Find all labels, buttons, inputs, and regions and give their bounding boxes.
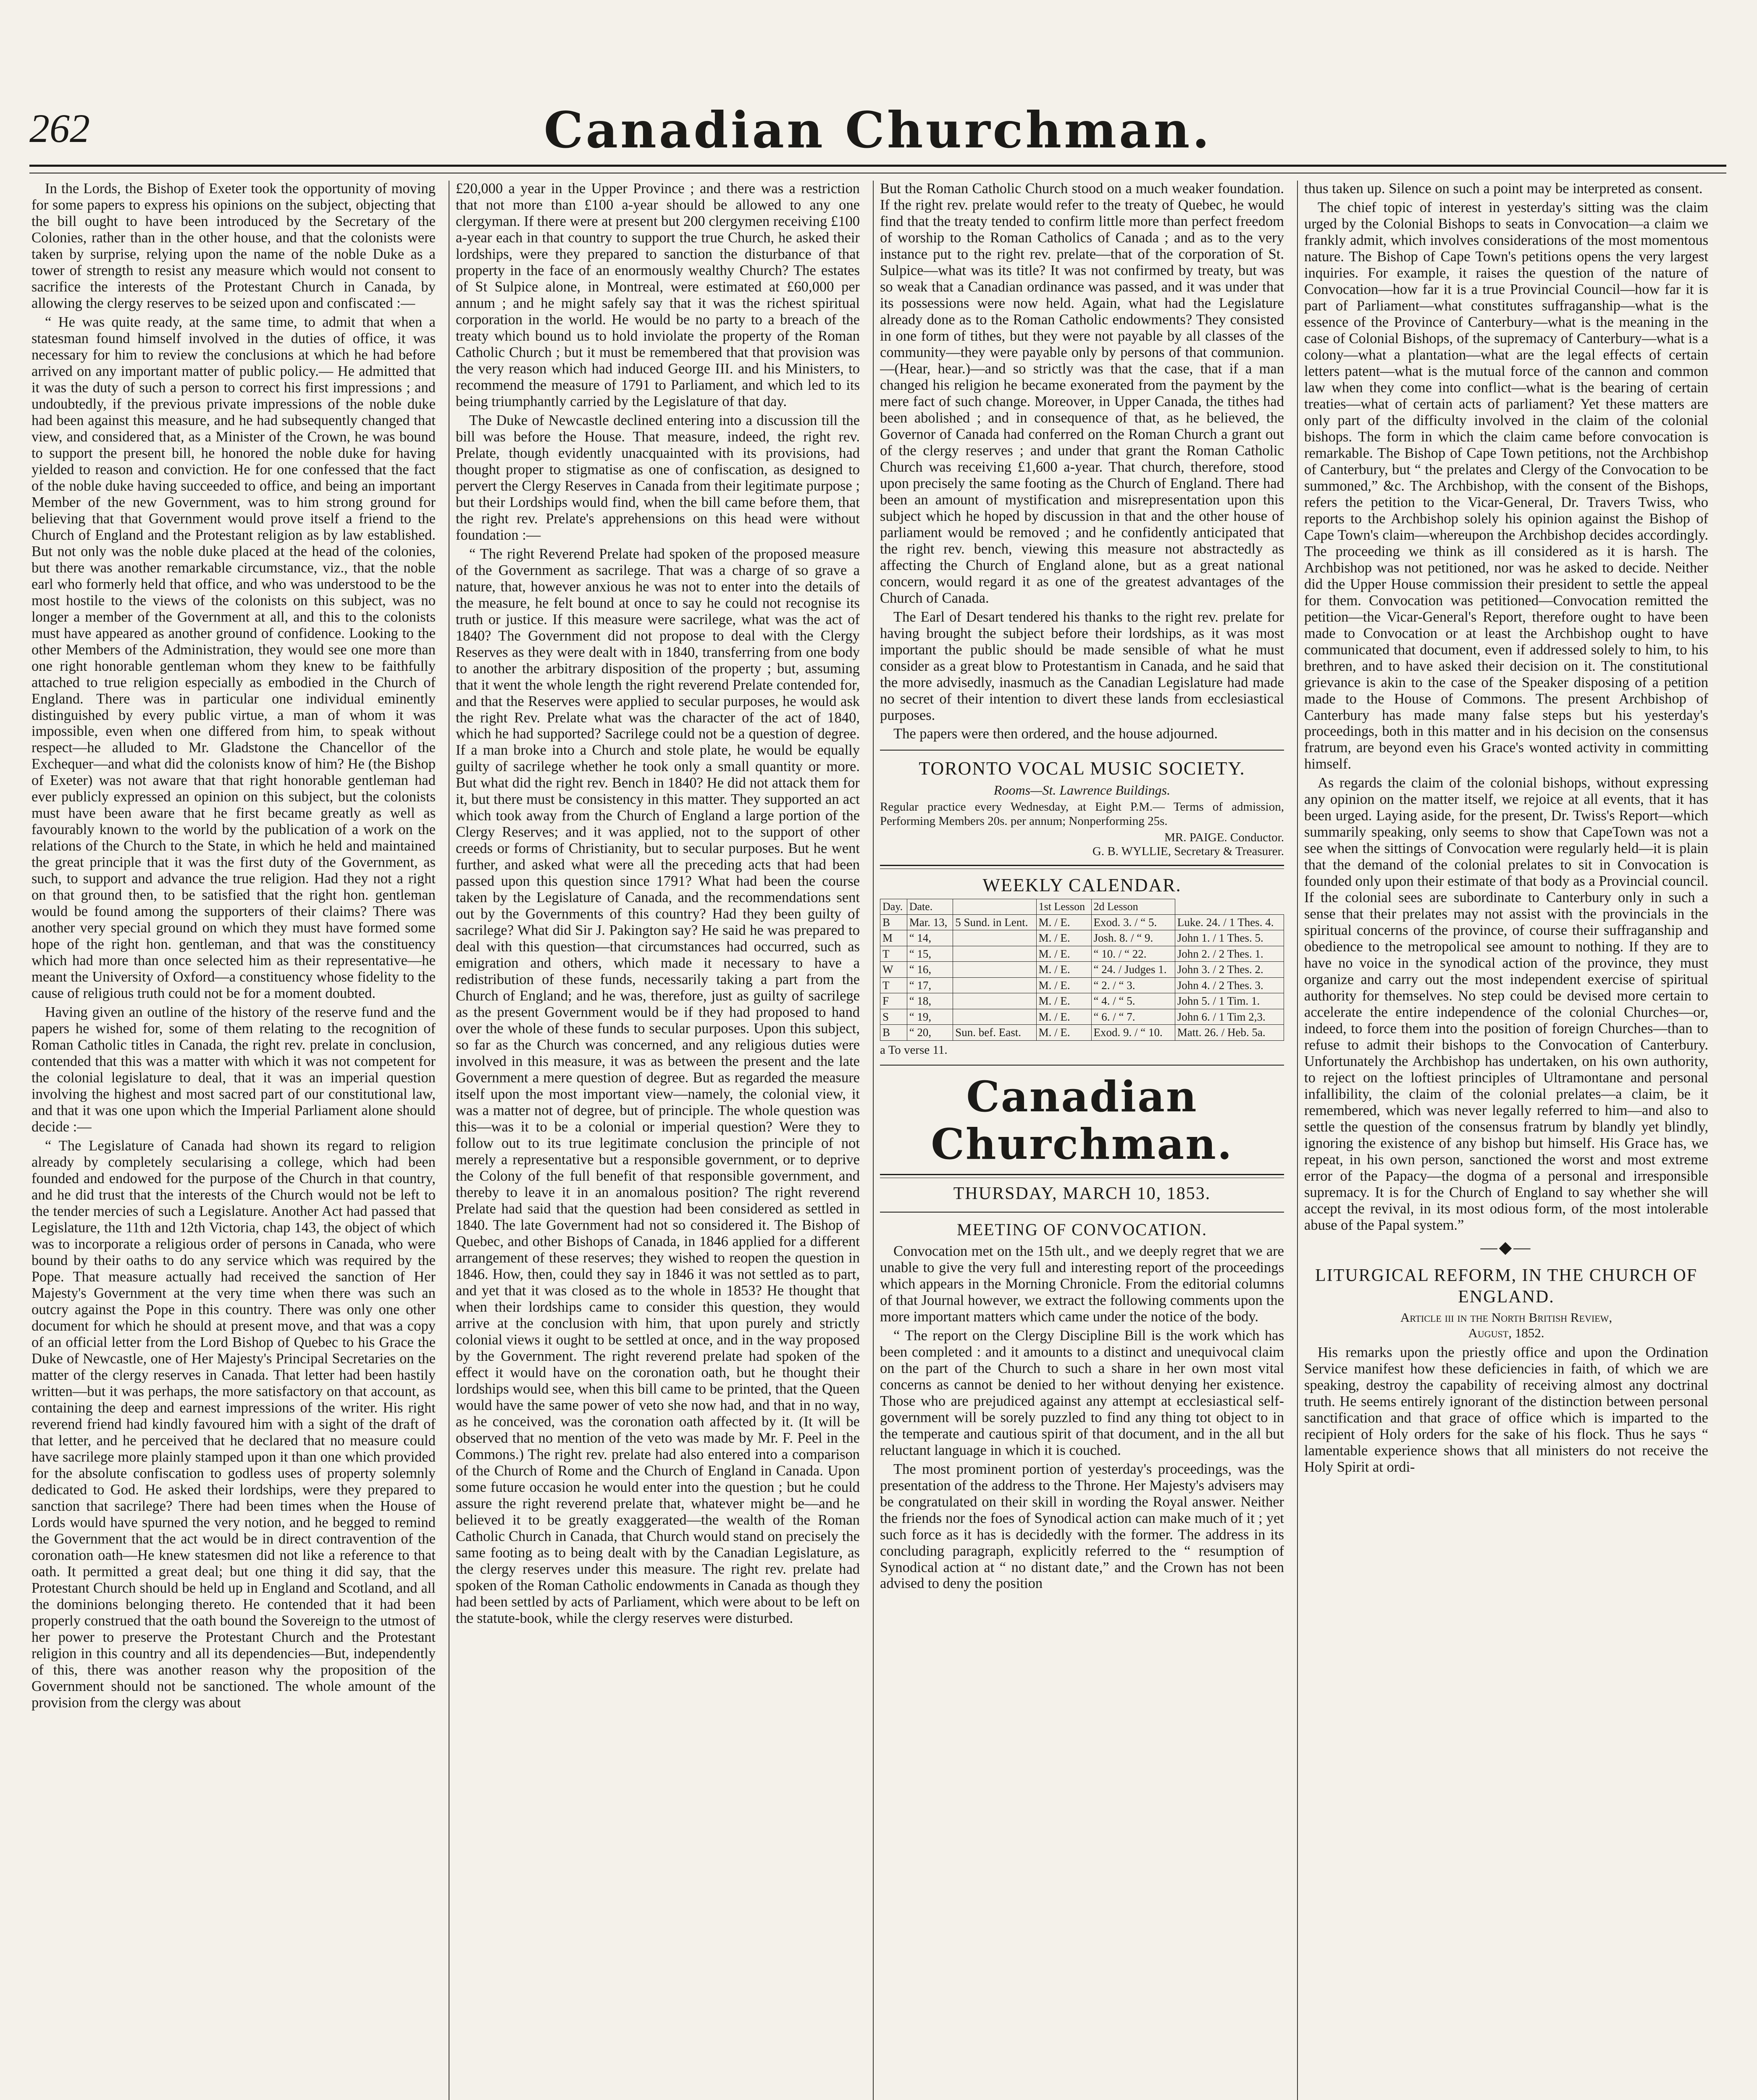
column-header: Date. [907,899,953,914]
table-cell: John 5. / 1 Tim. 1. [1175,993,1284,1009]
ornament-divider: —◆— [1480,1238,1532,1257]
paragraph: The papers were then ordered, and the house adjourned. [893,726,1218,742]
table-cell: John 6. / 1 Tim 2,3. [1175,1009,1284,1025]
paper-title: Canadian Churchman. [931,1072,1233,1169]
page-number: 262 [29,106,90,151]
column-3 [880,181,1284,2100]
paragraph: The Duke of Newcastle declined entering into a discussion till the bill was before the House. That measure, indeed, the right rev. Prelate, though evidently unacquainted with its provisions, had thought proper to stigmatise as one of confiscation, as designed to pervert the Clergy Reserves in Canada from their legitimate purpose ; but their Lordships would find, when the bill came before them, that the right rev. Prelate's apprehensions on this head were without foundation :— [456,412,860,543]
paragraph: “ The right Reverend Prelate had spoken of the proposed measure of the Government as sacrilege. That was a charge of so grave a nature, that, however anxious he was not to enter into the details of the measure, he felt bound at once to say he could not recognise its truth or justice. If this measure were sacrilege, what was the act of 1840? The Government did not propose to deal with the Clergy Reserves as they were dealt with in 1840, transferring from one body to another the arbitrary disposition of the property ; but, assuming that it went the whole length the right reverend Prelate contended for, and that the Reserves were applied to secular purposes, he would ask the right Rev. Prelate what was the character of the act of 1840, which he had supported? Sacrilege could not be a question of degree. If a man broke into a Church and stole plate, he would be equally guilty of sacrilege whether he took only a small quantity or more. But what did the right rev. Bench in 1840? He did not attack them for it, but there must be consistency in this matter. They supported an act which took away from the Church of England a large portion of the Clergy Reserves; and it was applied, not to the support of other creeds or forms of Christianity, but to secular purposes. But he went further, and asked what were all the preceding acts that had been passed upon this question since 1791? What had been the course taken by the Legislature of Canada, and the recommendations sent out by the Governments of this country? Had they been guilty of sacrilege? What did Sir J. Pakington say? He said he was prepared to deal with this question—that circumstances had occurred, such as emigration and others, which made it necessary to have a redistribution of these funds, necessarily taking a part from the Church of England; and he was, therefore, just as guilty of sacrilege as the present Government would be if they had proposed to hand over the whole of these funds to secular purposes. Upon this subject, so far as the Church was concerned, and any religious duties were involved in this measure, it was as between the present and the late Government a mere question of degree. But as regarded the measure itself upon the most important view—namely, the colonial view, it was a matter not of degree, but of principle. The whole question was this—was it to be a colonial or imperial question? Were they to follow out to its true legitimate conclusion the principle of not merely a representative but a responsible government, or to deprive the Colony of the full benefit of that responsible government, and thereby to leave it in an anomalous position? The right reverend Prelate had said that the question had been considered as settled in 1840. The late Government had not so considered it. The Bishop of Quebec, and other Bishops of Canada, in 1846 applied for a different arrangement of these reserves; they wished to reopen the question in 1846. How, then, could they say in 1846 it was not settled as to part, and yet that it was closed as to the whole in 1853? He thought that when their lordships came to consider this question, they would arrive at the conclusion with him, that upon purely and strictly colonial views it ought to be settled at once, and in the way proposed by the Government. The right reverend prelate had spoken of the effect it would have on the coronation oath, but he thought their lordships would see, when this bill came to be printed, that the Queen would have the same power of veto she now had, and that in no way, as he conceived, was the coronation oath affected by it. (It will be observed that no mention of the veto was made by Mr. F. Peel in the Commons.) The right rev. prelate had also entered into a comparison of the Church of Rome and the Church of England in Canada. Upon some future occasion he would enter into the question ; but he could assure the right reverend prelate that, whatever might be—and he believed it to be greatly exaggerated—the wealth of the Roman Catholic Church in Canada, that Church would stand on precisely the same footing as to being dealt with by the Canadian Legislature, as the clergy reserves under this measure. The right rev. prelate had spoken of the Roman Catholic endowments in Canada as though they had been settled by acts of Parliament, which were about to be left on the statute-book, while the clergy reserves were disturbed. [456,546,860,1626]
table-cell: “ 10. / “ 22. [1091,946,1175,962]
section-rule [880,1212,1284,1213]
table-cell: B [880,914,907,930]
paragraph: £20,000 a year in the Upper Province ; and there was a restriction that not more than £100 a-year should be allowed to any one clergyman. If there were at present but 200 clergymen receiving £100 a-year each in that country to support the true Church, he asked their lordships, were they prepared to sanction the disturbance of that property in the face of an enormously wealthy Church? The estates of St Sulpice alone, in Montreal, were estimated at £60,000 per annum ; and he might safely say that it was the richest spiritual corporation in the world. He would be no party to a breach of the treaty which bound us to hold inviolate the property of the Roman Catholic Church ; but it must be remembered that that provision was the very reason which had induced George III. and his Ministers, to recommend the measure of 1791 to Parliament, and which led to its being triumphantly carried by the Legislature of that day. [456,181,860,410]
table-cell: M. / E. [1036,930,1091,946]
table-cell [953,930,1036,946]
table-cell: Exod. 9. / “ 10. [1091,1025,1175,1041]
table-cell: M. / E. [1036,1009,1091,1025]
column-header: 2d Lesson [1091,899,1175,914]
table-cell: “ 19, [907,1009,953,1025]
table-cell: M. / E. [1036,946,1091,962]
table-cell: “ 17, [907,977,953,993]
table-cell: “ 14, [907,930,953,946]
column-header: Day. [880,899,907,914]
table-cell: John 2. / 2 Thes. 1. [1175,946,1284,962]
society-conductor: MR. PAIGE. Conductor. [1164,831,1284,845]
table-row [880,962,1284,978]
society-rooms: Rooms—St. Lawrence Buildings. [993,782,1171,798]
table-cell: “ 18, [907,993,953,1009]
table-cell: S [880,1009,907,1025]
society-title: TORONTO VOCAL MUSIC SOCIETY. [919,758,1245,779]
table-cell: John 1. / 1 Thes. 5. [1175,930,1284,946]
table-cell: M [880,930,907,946]
dateline: THURSDAY, MARCH 10, 1853. [953,1184,1211,1204]
paragraph: But the Roman Catholic Church stood on a much weaker foundation. If the right rev. prelate would refer to the treaty of Quebec, he would find that the treaty tended to confirm little more than perfect freedom of worship to the Roman Catholics of Canada ; and as to the very instance put to the right rev. prelate—that of the corporation of St. Sulpice—what was its title? It was not confirmed by treaty, but was so weak that a Canadian ordinance was passed, and it was under that its possessions were now held. Again, what had the Legislature already done as to the Roman Catholic endowments? They consisted in one form of tithes, but they were not payable by all classes of the community—they were payable only by persons of that communion.—(Hear, hear.)—and so strictly was that the case, that if a man changed his religion he became exonerated from the payment by the mere fact of such change. Moreover, in Upper Canada, the tithes had been abolished ; and in consequence of that, as he believed, the Governor of Canada had conferred on the Roman Church a grant out of the clergy reserves ; and under that grant the Roman Catholic Church was receiving £1,600 a-year. That church, therefore, stood upon precisely the same footing as the Church of England. There had been an amount of mystification and misrepresentation upon this subject which he hoped by discussion in that and the other house of parliament would be removed ; and he confidently anticipated that the right rev. bench, viewing this measure not abstractedly as affecting the Church of England alone, but as a great national concern, would regard it as one of the greatest advantages of the Church of Canada. [880,181,1284,606]
column-header: 1st Lesson [1036,899,1091,914]
table-cell: T [880,946,907,962]
table-row [880,993,1284,1009]
table-cell: “ 6. / “ 7. [1091,1009,1175,1025]
table-cell: M. / E. [1036,962,1091,978]
header-rule [29,165,1726,173]
paragraph: The most prominent portion of yesterday's proceedings, was the presentation of the address to the Throne. Her Majesty's advisers may be congratulated on their skill in wording the Royal answer. Neither the friends nor the foes of Synodical action can make much of it ; yet such force as it has is decidedly with the former. The address in its concluding paragraph, explicitly referred to the “ resumption of Synodical action at “ no distant date,” and the Crown has not been advised to deny the position [880,1461,1284,1592]
table-cell: Exod. 3. / “ 5. [1091,914,1175,930]
table-cell: Mar. 13, [907,914,953,930]
calendar-footnote: a To verse 11. [880,1043,948,1057]
paragraph: thus taken up. Silence on such a point may be interpreted as consent. [1304,181,1703,197]
table-row [880,977,1284,993]
section-rule [880,750,1284,751]
article-source: Article iii in the North British Review, [1400,1310,1613,1325]
table-cell: “ 2. / “ 3. [1091,977,1175,993]
newspaper-title: Canadian Churchman. [544,101,1212,159]
table-cell: John 3. / 2 Thes. 2. [1175,962,1284,978]
table-row [880,1025,1284,1041]
table-cell: T [880,977,907,993]
article-date: August, 1852. [1468,1325,1544,1340]
paragraph: Having given an outline of the history of the reserve fund and the papers he wished for, some of them relating to the recognition of Roman Catholic titles in Canada, the right rev. prelate in conclusion, contended that this was a matter with which it was not competent for the colonial legislature to deal, that it was an imperial question involving the highest and most sacred part of our constitutional law, and that it was one upon which the Imperial Parliament alone should decide :— [32,1004,436,1135]
table-cell: W [880,962,907,978]
paragraph: “ The report on the Clergy Discipline Bill is the work which has been completed : and it amounts to a distinct and unequivocal claim on the part of the Church to such a share in her own most vital concerns as cannot be denied to her without denying her existence. Those who are prejudiced against any attempt at ecclesiastical self-government will be sorely puzzled to find any thing tot object to in the temperate and cautious spirit of that document, and in the all but reluctant language in which it is couched. [880,1327,1284,1458]
table-cell: M. / E. [1036,977,1091,993]
masthead [29,101,1726,160]
table-cell: Josh. 8. / “ 9. [1091,930,1175,946]
table-row [880,930,1284,946]
calendar-table [880,899,1284,1040]
paragraph: The Earl of Desart tendered his thanks to the right rev. prelate for having brought the subject before their lordships, as it was most important the public should be made sensible of what he must consider as a great blow to Protestantism in Canada, and he said that the more advisedly, inasmuch as the Canadian Legislature had made no secret of their intention to divert these lands from ecclesiastical purposes. [880,609,1284,723]
table-cell [953,977,1036,993]
table-row [880,1009,1284,1025]
table-cell: B [880,1025,907,1041]
paragraph: As regards the claim of the colonial bishops, without expressing any opinion on the matter itself, we rejoice at all events, that it has been urged. Laying aside, for the present, Dr. Twiss's Report—which summarily speaking, only seems to show that CapeTown was not a see when the sittings of Convocation were regularly held—it is plain that the demand of the colonial prelates to sit in Convocation is founded only upon their estimate of that body as a Provincial council. If the colonial sees are subordinate to Canterbury only in such a sense that their prelates may not assist with the provincials in the spiritual concerns of the province, of course their suffraganship and obedience to the metropolical see amount to nothing. If they are to have no voice in the synodical action of the province, they must organize and carry out the most independent exercise of spiritual authority for themselves. No step could be devised more certain to accelerate the entire independence of the colonial Churches—or, indeed, to force them into the position of foreign Churches—than to refuse to admit their bishops to the Convocation of Canterbury. Unfortunately the Archbishop has undertaken, on his own authority, to reject on the loftiest principles of Ultramontane and personal infallibility, the claim of the colonial prelates—a claim, be it remembered, which was never legally referred to him—and also to settle the question of the consensus fratrum by blandly yet blindly, ignoring the existence of any bishop but himself. His Grace has, we repeat, in his own person, sanctioned the worst and most extreme error of the Papacy—the dogma of a personal and irresponsible supremacy. It is for the Church of England to say whether she will accept the revival, in its most odious form, of the most intolerable abuse of the Papal system.” [1304,775,1708,1234]
section-rule [880,1174,1284,1178]
table-cell: Matt. 26. / Heb. 5a. [1175,1025,1284,1041]
table-row [880,946,1284,962]
section-rule [880,1065,1284,1066]
table-cell: “ 15, [907,946,953,962]
table-header-row [880,899,1284,914]
paragraph: His remarks upon the priestly office and upon the Ordination Service manifest how these deficiencies in faith, of which we are speaking, destroy the capability of receiving almost any doctrinal truth. He seems entirely ignorant of the distinction between personal sanctification and that grace of office which is imparted to the recipient of Holy orders for the sake of his flock. Thus he says “ lamentable experience shows that all ministers do not receive the Holy Spirit at ordi- [1304,1344,1708,1475]
table-cell: M. / E. [1036,1025,1091,1041]
table-cell: Sun. bef. East. [953,1025,1036,1041]
paragraph: “ He was quite ready, at the same time, to admit that when a statesman found himself involved in the duties of office, it was necessary for him to review the conclusions at which he had before arrived on any important matter of public policy.— He admitted that it was the duty of such a person to correct his first impressions ; and undoubtedly, if the previous private impressions of the noble duke had been against this measure, and he had subsequently changed that view, and considered that, as a Minister of the Crown, he was bound to support the present bill, he honored the noble duke for having yielded to reason and conviction. He for one confessed that the fact of the noble duke having succeeded to office, and being an important Member of the new Government, was to him strong ground for believing that that Government would prove itself a friend to the Church of England and the Protestant religion as by law established. But not only was the noble duke placed at the head of the colonies, but there was another remarkable circumstance, viz., that the noble earl who formerly held that office, and who was understood to be the most hostile to the views of the colonists on this subject, was no longer a member of the Government at all, and this to the colonists must have appeared as another ground of confidence. Looking to the other Members of the Administration, they would see one more than one right honorable gentleman whom they knew to be faithfully attached to true religion especially as embodied in the Church of England. There was in particular one individual eminently distinguished by every public virtue, a man of whom it was impossible, even when one differed from him, to speak without respect—he alluded to Mr. Gladstone the Chancellor of the Exchequer—and what did the colonists know of him? He (the Bishop of Exeter) was not aware that that right honorable gentleman had ever publicly expressed an opinion on this subject, but the colonists must have been aware that he first became greatly as well as favourably known to the world by the publication of a work on the relations of the Church to the State, in which he held and maintained the great principle that it was the first duty of the Government, as such, to support and advance the true religion. Had they not a right on that ground then, to be satisfied that the right hon. gentleman would be found among the supporters of their claims? There was another very special ground on which they must have formed some hope of the right hon. gentleman, and that was the constituency which had more than once selected him as their representative—he meant the University of Oxford—a constituency whose fidelity to the cause of religious truth could not be for a moment doubted. [32,314,436,1002]
table-cell: John 4. / 2 Thes. 3. [1175,977,1284,993]
table-cell: 5 Sund. in Lent. [953,914,1036,930]
column-4 [1304,181,1708,2100]
table-cell [953,962,1036,978]
table-cell: “ 4. / “ 5. [1091,993,1175,1009]
calendar-title: WEEKLY CALENDAR. [982,874,1182,895]
article-heading: LITURGICAL REFORM, IN THE CHURCH OF ENGLAND. [1315,1266,1698,1307]
society-secretary: G. B. WYLLIE, Secretary & Treasurer. [1092,845,1284,858]
paragraph: “ The Legislature of Canada had shown its regard to religion already by completely secularising a college, which had been founded and endowed for the purpose of the Church in that country, and he did trust that the interests of the Church would not be left to the tender mercies of such a Legislature. Another Act had passed that Legislature, the 11th and 12th Victoria, chap 143, the object of which was to incorporate a religious order of persons in Canada, who were bound by their oaths to do any service which was required by the Pope. That measure actually had received the sanction of Her Majesty's Government at the very time when there was such an outcry against the Pope in this country. There was only one other document for which he should at present move, and that was a copy of an official letter from the Lord Bishop of Quebec to his Grace the Duke of Newcastle, one of Her Majesty's Principal Secretaries on the matter of the clergy reserves in Canada. That letter had been hastily written—but it was perhaps, the more satisfactory on that account, as containing the deep and earnest impressions of the writer. His right reverend friend had kindly favoured him with a sight of the draft of that letter, and he perceived that he declared that no measure could have sacrilege more plainly stamped upon it than one which provided for the absolute confiscation to godless uses of property solemnly dedicated to God. He asked their lordships, were they prepared to sanction that sacrilege? There had been times when the House of Lords would have spurned the very notion, and he begged to remind the Government that the act would be in direct contravention of the coronation oath—He knew statesmen did not like a reference to that oath. It permitted a great deal; but one thing it did say, that the Protestant Church should be held up in England and Scotland, and all the dominions belonging thereto. He contended that it had been properly construed that the oath bound the Sovereign to the utmost of her power to preserve the Protestant Church and the Protestant religion in this country and all its dependencies—But, independently of this, there was another reason why the proposition of the Government should not be sanctioned. The whole amount of the provision from the clergy was about [32,1138,436,1711]
table-cell [953,946,1036,962]
article-heading: MEETING OF CONVOCATION. [957,1220,1207,1239]
column-1 [32,181,436,2100]
table-cell [953,1009,1036,1025]
column-divider [1297,181,1298,2100]
table-cell: “ 20, [907,1025,953,1041]
section-rule [880,865,1284,869]
table-row [880,914,1284,930]
column-divider [873,181,874,2100]
column-header [953,899,1036,914]
paragraph: Convocation met on the 15th ult., and we deeply regret that we are unable to give the very full and interesting report of the proceedings which appears in the Morning Chronicle. From the editorial columns of that Journal however, we extract the following comments upon the more important matters which came under the notice of the body. [880,1243,1284,1325]
table-cell: M. / E. [1036,914,1091,930]
table-cell: M. / E. [1036,993,1091,1009]
society-text: Regular practice every Wednesday, at Eight P.M.— Terms of admission, Performing Members 20s. per annum; Nonperforming 25s. [880,800,1284,828]
table-cell [953,993,1036,1009]
table-cell: “ 16, [907,962,953,978]
table-cell: Luke. 24. / 1 Thes. 4. [1175,914,1284,930]
column-2 [456,181,860,2100]
paragraph: In the Lords, the Bishop of Exeter took the opportunity of moving for some papers to express his opinions on the subject, objecting that the bill ought to have been introduced by the Secretary of the Colonies, rather than in the other house, and that the colonists were taken by surprise, relying upon the name of the noble Duke as a tower of strength to resist any measure which would not consent to sacrifice the interests of the Protestant Church in Canada, by allowing the clergy reserves to be seized upon and confiscated :— [32,181,436,311]
paragraph: The chief topic of interest in yesterday's sitting was the claim urged by the Colonial Bishops to seats in Convocation—a claim we frankly admit, which involves considerations of the most momentous nature. The Bishop of Cape Town's petitions opens the very largest inquiries. For example, it raises the question of the nature of Convocation—how far it is a true Provincial Council—how far it is part of Parliament—what constitutes suffraganship—what is the essence of the Province of Canterbury—what is the meaning in the case of Colonial Bishops, of the supremacy of Canterbury—what is a colony—what a plantation—what are the legal effects of certain letters patent—what is the mutual force of the cannon and common law when they come into conflict—what is the bearing of certain treaties—what of certain acts of parliament? Yet these matters are only part of the difficulty involved in the claim of the colonial bishops. The form in which the claim came before convocation is remarkable. The Bishop of Cape Town petitions, not the Archbishop of Canterbury, but “ the prelates and Clergy of the Convocation to be summoned,” &c. The Archbishop, with the consent of the Bishops, refers the petition to the Vicar-General, Dr. Travers Twiss, who reports to the Archbishop solely his opinion against the Bishop of Cape Town's claim—whereupon the Archbishop decides accordingly. The proceeding we think as ill considered as it is harsh. The Archbishop was not petitioned, nor was he asked to decide. Neither did the Upper House commission their president to settle the appeal for them. Convocation was petitioned—Convocation remitted the petition—the Vicar-General's Report, therefore ought to have been made to Convocation or at least the Archbishop ought to have communicated that document, even if addressed solely to him, to his brethren, and to have asked their decision on it. The constitutional grievance is akin to the case of the Speaker disposing of a petition made to the House of Commons. The present Archbishop of Canterbury has made many false steps but his yesterday's proceedings, both in this matter and in his decision on the consensus fratrum, are beyond even his Grace's wonted activity in committing himself. [1304,199,1708,772]
table-cell: F [880,993,907,1009]
calendar-body [880,914,1284,1040]
table-cell: “ 24. / Judges 1. [1091,962,1175,978]
